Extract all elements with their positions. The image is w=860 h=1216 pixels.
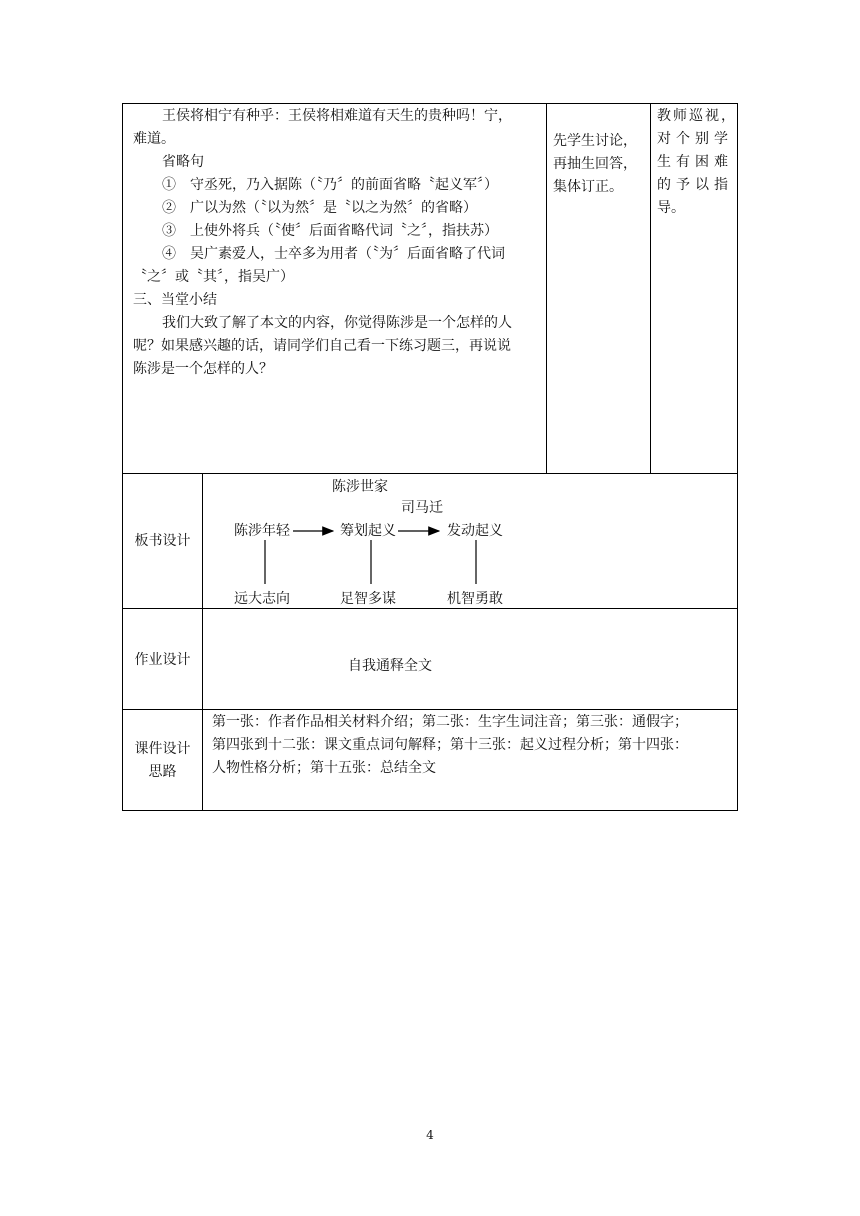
activity-line-2: 再抽生回答，	[553, 156, 637, 172]
col-divider-activity	[546, 103, 547, 474]
courseware-label-line-2: 思路	[148, 764, 177, 780]
board-connectors	[0, 473, 860, 613]
board-trait-1: 远大志向	[234, 591, 290, 607]
content-line-4: ① 守丞死，乃入据陈（〝乃〞的前面省略〝起义军〞）	[162, 177, 498, 193]
notes-line-5: 导。	[657, 200, 685, 216]
content-line-2: 难道。	[133, 131, 175, 147]
page-number: 4	[426, 1128, 434, 1142]
courseware-label-line-1: 课件设计	[134, 741, 191, 757]
content-line-9: 三、当堂小结	[133, 292, 217, 308]
board-title: 陈涉世家	[332, 479, 388, 495]
notes-line-4: 的予以指	[657, 177, 733, 193]
content-line-1: 王侯将相宁有种乎：王侯将相难道有天生的贵种吗！宁，	[162, 108, 512, 124]
content-line-3: 省略句	[162, 154, 204, 170]
col-divider-notes	[650, 103, 651, 474]
board-node-3: 发动起义	[447, 523, 503, 539]
table-border-right	[737, 103, 738, 811]
activity-line-3: 集体订正。	[553, 179, 623, 195]
board-trait-2: 足智多谋	[340, 591, 396, 607]
notes-line-3: 生有困难	[657, 154, 733, 170]
board-node-2: 筹划起义	[340, 523, 396, 539]
courseware-line-3: 人物性格分析；第十五张：总结全文	[212, 760, 436, 776]
homework-text: 自我通释全文	[348, 658, 432, 674]
board-author: 司马迁	[401, 500, 443, 516]
content-line-11: 呢？如果感兴趣的话，请同学们自己看一下练习题三，再说说	[133, 338, 511, 354]
courseware-line-2: 第四张到十二张：课文重点词句解释；第十三张：起义过程分析；第十四张：	[212, 737, 688, 753]
table-border-top	[122, 103, 738, 104]
content-line-12: 陈涉是一个怎样的人？	[133, 361, 273, 377]
board-trait-3: 机智勇敢	[447, 591, 503, 607]
courseware-line-1: 第一张：作者作品相关材料介绍；第二张：生字生词注音；第三张：通假字；	[212, 714, 688, 730]
homework-label: 作业设计	[134, 652, 191, 668]
content-line-5: ② 广以为然（〝以为然〞是〝以之为然〞的省略）	[162, 200, 477, 216]
content-line-8: 〝之〞或〝其〞，指吴广）	[133, 269, 294, 285]
table-border-bottom	[122, 810, 738, 811]
content-line-10: 我们大致了解了本文的内容，你觉得陈涉是一个怎样的人	[162, 315, 512, 331]
content-line-7: ④ 吴广素爱人，士卒多为用者（〝为〞后面省略了代词	[162, 246, 505, 262]
content-line-6: ③ 上使外将兵（〝使〞后面省略代词〝之〞，指扶苏）	[162, 223, 498, 239]
table-border-left	[122, 103, 123, 811]
board-design-label: 板书设计	[134, 533, 191, 549]
notes-line-1: 教师巡视，	[657, 108, 737, 124]
activity-line-1: 先学生讨论，	[553, 133, 637, 149]
notes-line-2: 对个别学	[657, 131, 733, 147]
row-divider-3	[122, 709, 738, 710]
board-node-1: 陈涉年轻	[234, 523, 290, 539]
